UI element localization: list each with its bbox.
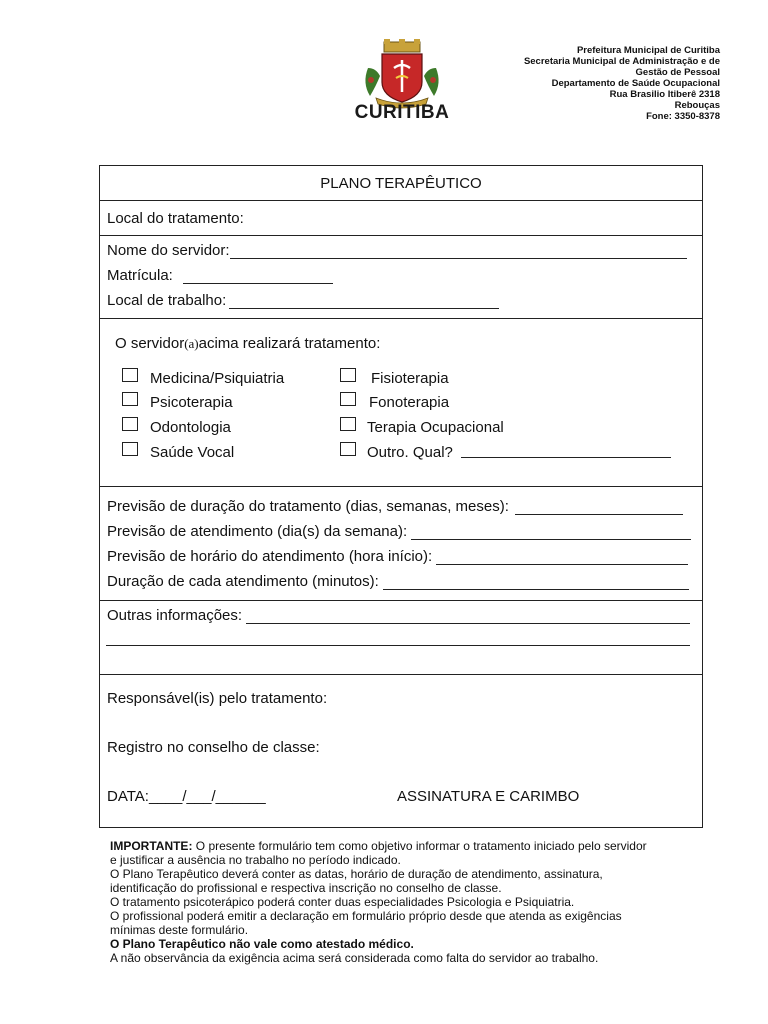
option-label: Saúde Vocal <box>150 444 235 461</box>
note-line: O Plano Terapêutico deverá conter as datas, horário de duração de atendimento, assinatura, identificação do profissional e respectiva inscrição no conselho de classe. <box>110 867 603 895</box>
checkbox[interactable] <box>122 417 138 431</box>
registro-label: Registro no conselho de classe: <box>107 739 320 756</box>
therapeutic-plan-form <box>99 165 703 828</box>
servidor-section <box>100 236 702 319</box>
previsao-horario-field[interactable] <box>436 551 688 565</box>
header-info-line: Rebouças <box>674 100 720 111</box>
previsao-duracao-field[interactable] <box>515 501 683 515</box>
outras-info-field-line2[interactable] <box>106 632 690 646</box>
servidor-intro-text: O servidor <box>115 335 185 352</box>
checkbox[interactable] <box>340 392 356 406</box>
form-title-section <box>100 166 702 201</box>
previsao-atendimento-field[interactable] <box>411 526 691 540</box>
note-line: O tratamento psicoterápico poderá conter duas especialidades Psicologia e Psiquiatria. <box>110 895 575 909</box>
local-tratamento-label: Local do tratamento: <box>107 210 244 227</box>
option-label: Outro. Qual? <box>367 444 453 461</box>
responsible-section <box>100 675 702 829</box>
servidor-intro-gender: (a) <box>184 336 199 351</box>
checkbox[interactable] <box>340 442 356 456</box>
forecast-section <box>100 487 702 601</box>
importante-label: IMPORTANTE: <box>110 839 193 853</box>
option-label: Psicoterapia <box>150 394 233 411</box>
nome-servidor-field[interactable] <box>230 245 687 259</box>
header-contact-info <box>460 45 720 122</box>
servidor-intro-rest: acima realizará tratamento: <box>198 335 381 352</box>
option-label: Fisioterapia <box>371 370 449 387</box>
outras-info-label: Outras informações: <box>107 607 243 624</box>
data-field[interactable]: DATA:____/___/______ <box>107 788 266 805</box>
note-line: O profissional poderá emitir a declaração em formulário próprio desde que atenda as exigências mínimas deste formulário. <box>110 909 622 937</box>
local-tratamento-section <box>100 201 702 236</box>
treatment-options-section <box>100 319 702 487</box>
option-label: Terapia Ocupacional <box>367 419 504 436</box>
option-label: Odontologia <box>150 419 231 436</box>
duracao-cada-label: Duração de cada atendimento (minutos): <box>107 573 379 590</box>
header-info-line: Fone: 3350-8378 <box>646 111 720 122</box>
checkbox[interactable] <box>340 368 356 382</box>
note-line-bold: O Plano Terapêutico não vale como atestado médico. <box>110 937 414 951</box>
matricula-label: Matrícula: <box>107 267 173 284</box>
local-trabalho-field[interactable] <box>229 295 499 309</box>
curitiba-wordmark: CURITIBA <box>354 102 450 123</box>
duracao-cada-field[interactable] <box>383 576 689 590</box>
outras-info-field[interactable] <box>246 610 690 624</box>
checkbox[interactable] <box>122 368 138 382</box>
assinatura-carimbo-label: ASSINATURA E CARIMBO <box>397 788 580 805</box>
previsao-horario-label: Previsão de horário do atendimento (hora início): <box>107 548 433 565</box>
local-trabalho-label: Local de trabalho: <box>107 292 227 309</box>
servidor-intro <box>115 335 380 352</box>
nome-servidor-label: Nome do servidor: <box>107 242 230 259</box>
checkbox[interactable] <box>340 417 356 431</box>
header-info-line: Departamento de Saúde Ocupacional <box>551 78 720 89</box>
header-info-line: Rua Brasilio Itiberê 2318 <box>609 89 720 100</box>
note-line: A não observância da exigência acima será considerada como falta do servidor ao trabalho. <box>110 951 599 965</box>
previsao-duracao-label: Previsão de duração do tratamento (dias, semanas, meses): <box>107 498 509 515</box>
checkbox[interactable] <box>122 392 138 406</box>
checkbox[interactable] <box>122 442 138 456</box>
other-info-section <box>100 601 702 675</box>
header-info-line: Gestão de Pessoal <box>635 67 720 78</box>
header-info-line: Prefeitura Municipal de Curitiba <box>576 45 720 56</box>
previsao-atendimento-label: Previsão de atendimento (dia(s) da semana): <box>107 523 408 540</box>
important-notes <box>110 839 655 965</box>
note-text: O presente formulário tem como objetivo informar o tratamento iniciado pelo servidor e justificar a ausência no trabalho no período indicado. <box>110 839 647 867</box>
option-label: Medicina/Psiquiatria <box>150 370 285 387</box>
header-info-line: Secretaria Municipal de Administração e de <box>523 56 720 67</box>
outro-qual-field[interactable] <box>461 444 671 458</box>
option-label: Fonoterapia <box>369 394 450 411</box>
form-title: PLANO TERAPÊUTICO <box>320 175 482 192</box>
responsavel-label: Responsável(is) pelo tratamento: <box>107 690 328 707</box>
note-line <box>110 839 655 867</box>
matricula-field[interactable] <box>183 270 333 284</box>
